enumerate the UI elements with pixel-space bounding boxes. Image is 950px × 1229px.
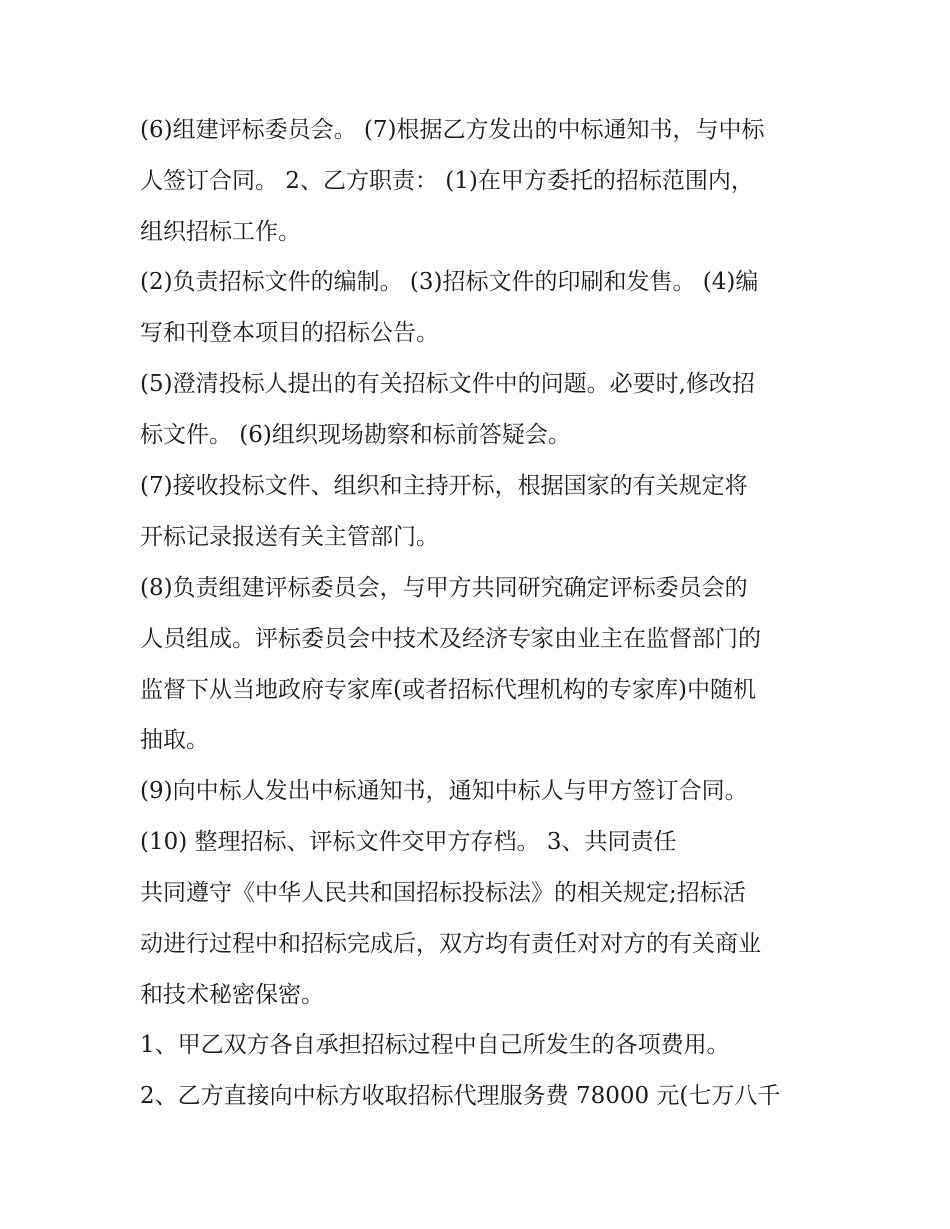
text-line-14: (9)向中标人发出中标通知书，通知中标人与甲方签订合同。 xyxy=(140,778,748,804)
text-line-15: (10) 整理招标、评标文件交甲方存档。 3、共同责任 xyxy=(140,829,677,855)
text-line-2: 人签订合同。 2、乙方职责： (1)在甲方委托的招标范围内， xyxy=(140,168,754,194)
text-line-10: (8)负责组建评标委员会，与甲方共同研究确定评标委员会的 xyxy=(140,575,748,601)
text-line-5: 写和刊登本项目的招标公告。 xyxy=(140,320,439,346)
text-line-20: 2、乙方直接向中标方收取招标代理服务费 78000 元(七万八千 xyxy=(140,1083,781,1109)
text-line-1: (6)组建评标委员会。 (7)根据乙方发出的中标通知书，与中标 xyxy=(140,117,765,143)
text-line-17: 动进行过程中和招标完成后，双方均有责任对对方的有关商业 xyxy=(140,931,761,957)
text-line-11: 人员组成。评标委员会中技术及经济专家由业主在监督部门的 xyxy=(140,626,761,652)
text-line-18: 和技术秘密保密。 xyxy=(140,982,324,1008)
text-line-9: 开标记录报送有关主管部门。 xyxy=(140,524,439,550)
text-line-13: 抽取。 xyxy=(140,727,209,753)
text-line-19: 1、甲乙双方各自承担招标过程中自己所发生的各项费用。 xyxy=(140,1032,730,1058)
text-line-8: (7)接收投标文件、组织和主持开标，根据国家的有关规定将 xyxy=(140,473,748,499)
text-line-3: 组织招标工作。 xyxy=(140,219,301,245)
text-line-7: 标文件。 (6)组织现场勘察和标前答疑会。 xyxy=(140,422,571,448)
text-line-12: 监督下从当地政府专家库(或者招标代理机构的专家库)中随机 xyxy=(140,677,756,703)
text-line-16: 共同遵守《中华人民共和国招标投标法》的相关规定;招标活 xyxy=(140,880,746,906)
text-line-4: (2)负责招标文件的编制。 (3)招标文件的印刷和发售。 (4)编 xyxy=(140,269,759,295)
text-line-6: (5)澄清投标人提出的有关招标文件中的问题。必要时,修改招 xyxy=(140,371,755,397)
